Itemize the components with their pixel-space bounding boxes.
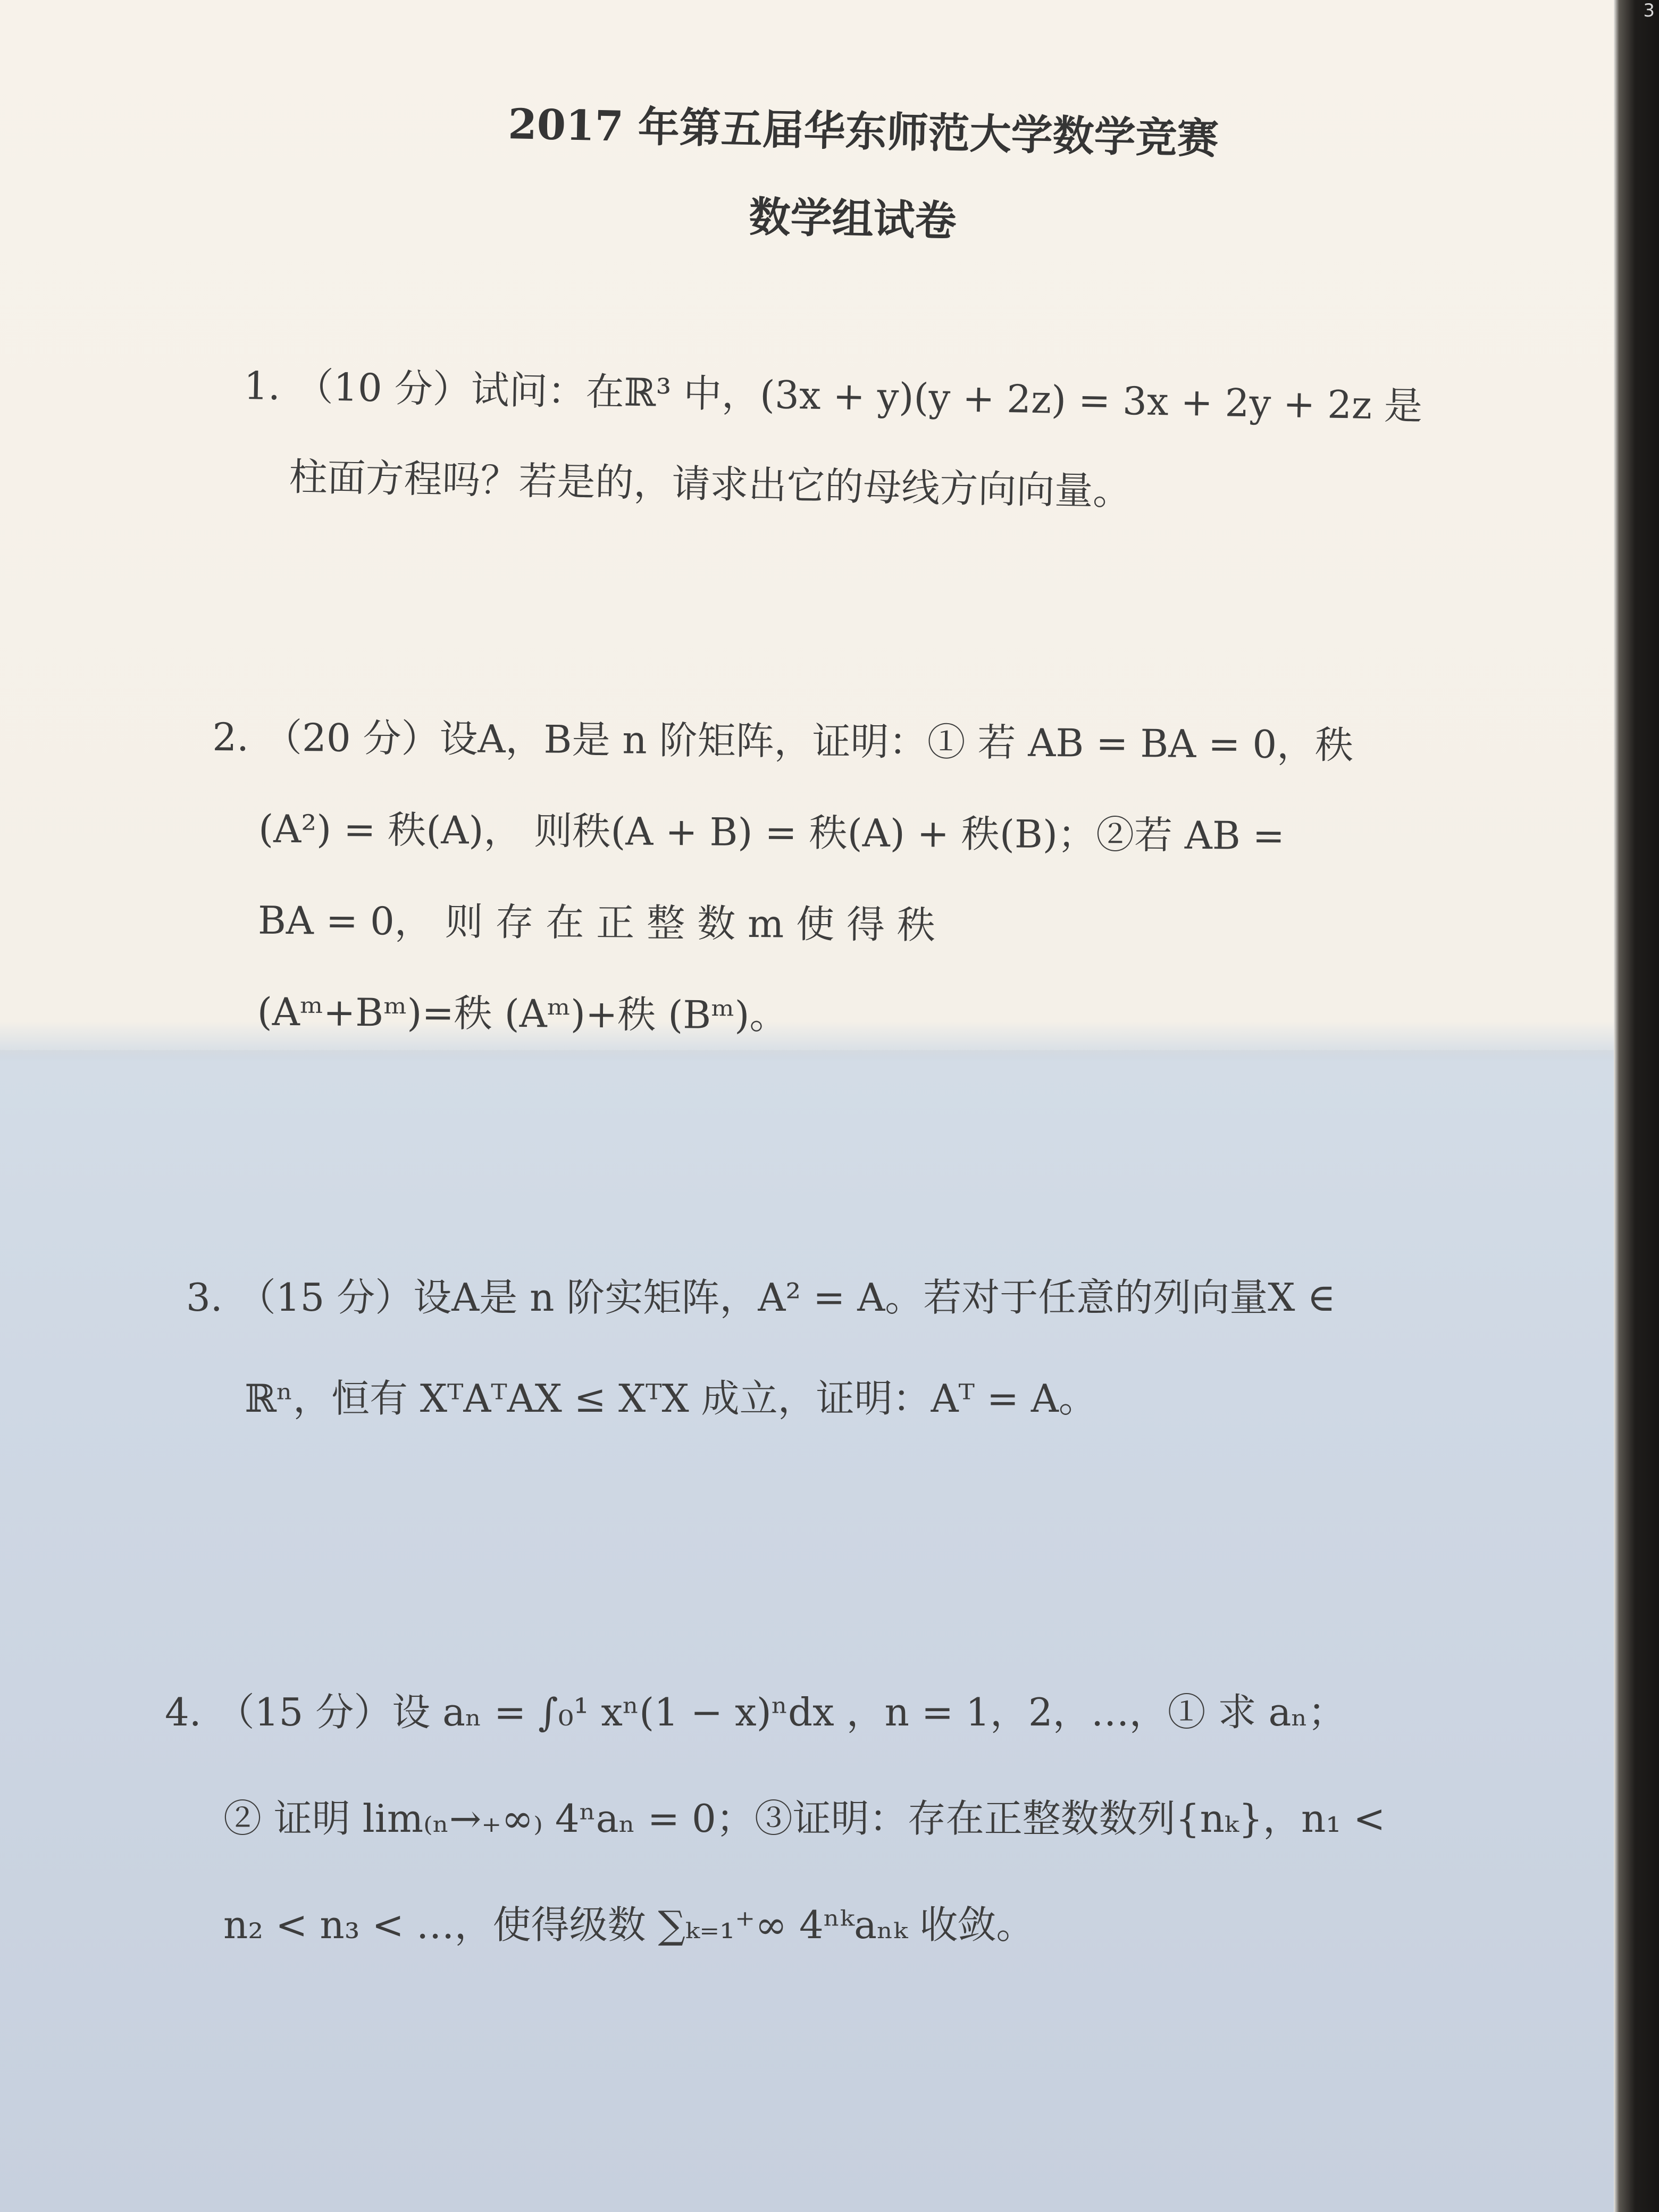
exam-subtitle: 数学组试卷 — [748, 192, 957, 246]
question-2-text-1: （20 分）设A，B是 n 阶矩阵，证明：① 若 AB = BA = 0，秩 — [263, 715, 1354, 767]
photo-edge — [1614, 0, 1659, 2212]
question-4-line-2: ② 证明 lim₍ₙ→₊∞₎ 4ⁿaₙ = 0；③证明：存在正整数数列{nₖ}，n₁ < — [223, 1796, 1386, 1841]
question-2-line-3: BA = 0， 则 存 在 正 整 数 m 使 得 秩 — [257, 898, 936, 948]
question-3 — [186, 1247, 1336, 1449]
exam-title: 2017 年第五届华东师范大学数学竞赛 — [507, 100, 1219, 164]
question-2 — [210, 691, 1354, 1065]
question-4-number: 4. — [165, 1690, 202, 1735]
question-3-number: 3. — [186, 1275, 223, 1320]
question-1-number: 1. — [243, 363, 281, 409]
question-3-line-2: ℝⁿ，恒有 XᵀAᵀAX ≤ XᵀX 成立，证明：Aᵀ = A。 — [245, 1376, 1097, 1421]
question-1-text-1: （10 分）试问：在ℝ³ 中，(3x + y)(y + 2z) = 3x + 2y + 2z 是 — [295, 364, 1423, 429]
question-3-line-1 — [186, 1247, 1336, 1348]
question-2-line-1 — [212, 691, 1354, 791]
edge-mark: 3 — [1643, 0, 1655, 21]
question-4-line-1 — [165, 1659, 1385, 1765]
question-4-line-3: n₂ < n₃ < …，使得级数 ∑ₖ₌₁⁺∞ 4ⁿᵏaₙₖ 收敛。 — [223, 1903, 1035, 1947]
question-3-text-1: （15 分）设A是 n 阶实矩阵，A² = A。若对于任意的列向量X ∈ — [237, 1275, 1336, 1320]
question-1-line-2: 柱面方程吗？若是的，请求出它的母线方向向量。 — [288, 454, 1132, 514]
question-2-line-4: (Aᵐ+Bᵐ)=秩 (Aᵐ)+秩 (Bᵐ)。 — [257, 989, 788, 1038]
question-2-number: 2. — [212, 714, 249, 760]
question-4 — [165, 1659, 1385, 1978]
question-1 — [241, 340, 1423, 542]
question-4-text-1: （15 分）设 aₙ = ∫₀¹ xⁿ(1 − x)ⁿdx ，n = 1，2，…，① 求 aₙ； — [216, 1690, 1346, 1735]
question-2-line-2: (A²) = 秩(A)， 则秩(A + B) = 秩(A) + 秩(B)；②若 AB = — [258, 806, 1285, 859]
